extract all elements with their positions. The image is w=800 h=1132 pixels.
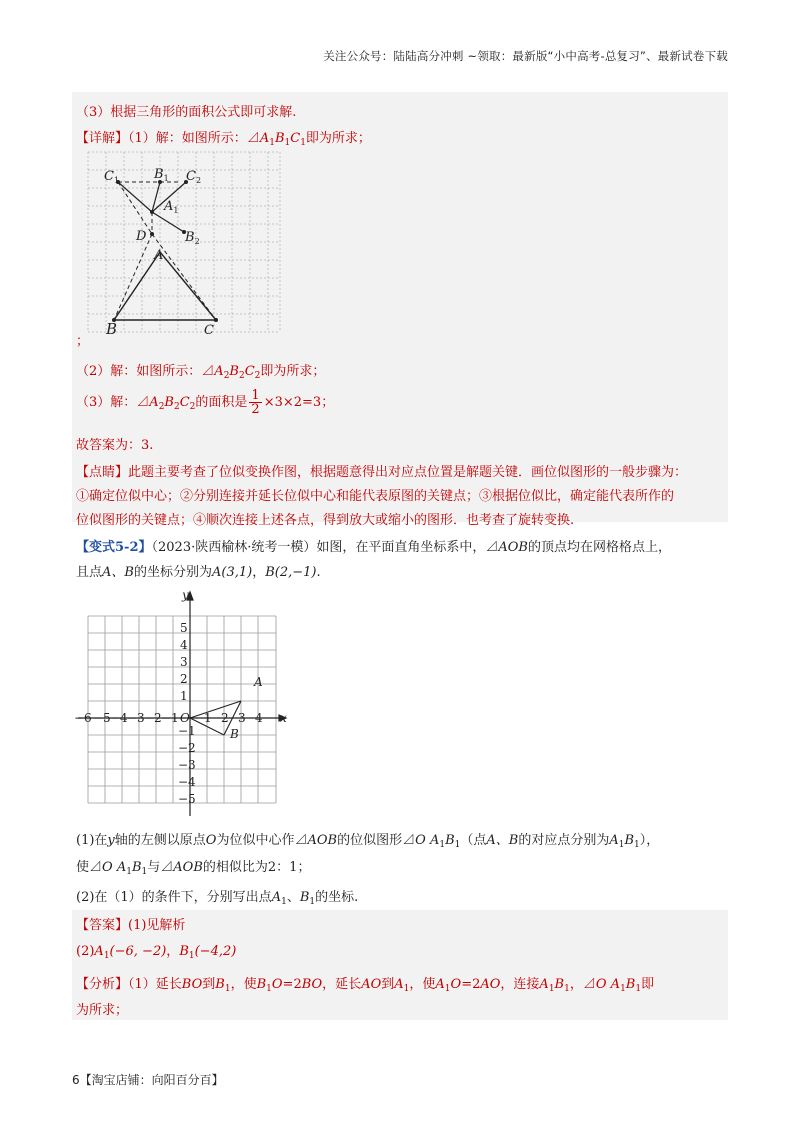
step3-line: （3）解：$⊿A_2B_2C_2$的面积是 $\frac{1}{2}$ ×3×2=3； [76, 388, 335, 417]
fig-semicolon: ； [76, 334, 90, 349]
triangle-a1b1c1: $⊿A_1B_1C_1$ [246, 131, 306, 148]
x-tick: −2 [144, 711, 162, 725]
answer-part-2: $(2)A_1(-6$, −2)，$B_1(-4,2)$ [76, 944, 237, 961]
label-b2: $B_2$ [185, 230, 200, 246]
y-tick: 4 [180, 638, 188, 652]
x-tick: 2 [221, 711, 229, 725]
label-b1: $B_1$ [154, 167, 169, 183]
question-1-line-2: 使⊿O $A_1B_1$与⊿AOB的相似比为2：1； [76, 860, 311, 877]
y-tick: 5 [180, 621, 188, 635]
y-tick: 2 [180, 672, 188, 686]
analysis-line-1: 【分析】（1）延长BO到$B_1$，使$B_1O=2BO$，延长AO到$A_1$，使$A_1O=2AO$，连接$A_1B_1$，⊿O $A_1B_1$即 [76, 977, 655, 994]
x-tick: 4 [255, 711, 263, 725]
y-tick: −4 [178, 775, 196, 789]
page-footer: 6【淘宝店铺：向阳百分百】 [72, 1073, 224, 1087]
detail-text: （1）解：如图所示： [128, 131, 247, 146]
y-tick: −1 [178, 724, 196, 738]
y-tick: −3 [178, 758, 196, 772]
answer-line: 故答案为：3. [76, 438, 154, 453]
x-tick: −6 [74, 711, 92, 725]
label-a1: $A_1$ [164, 199, 179, 215]
problem-line-1: 【变式5-2】（2023·陕西榆林·统考一模）如图，在平面直角坐标系中，⊿AOB的顶点均在网格格点上， [76, 540, 672, 555]
coordinate-grid [74, 588, 302, 818]
point-a-label: A [254, 675, 263, 689]
point-b-label: B [230, 727, 239, 741]
detail-line: 【详解】（1）解：如图所示：$⊿A_1B_1C_1$即为所求； [76, 131, 371, 148]
x-tick: −4 [110, 711, 128, 725]
fraction-half: $\frac{1}{2}$ [251, 388, 260, 417]
comment-line-2: ①确定位似中心；②分别连接并延长位似中心和能代表原图的关键点；③根据位似比，确定能代表所作的 [76, 489, 675, 504]
label-d: D [136, 229, 147, 244]
detail-tag: 【详解】 [76, 131, 129, 146]
comment-line-3: 位似图形的关键点；④顺次连接上述各点，得到放大或缩小的图形．也考查了旋转变换. [76, 513, 575, 528]
problem-tag: 【变式5-2】 [76, 540, 152, 555]
answer-part-1: 【答案】(1)见解析 [76, 918, 186, 933]
y-tick: 3 [180, 655, 188, 669]
x-tick: 1 [204, 711, 212, 725]
x-tick: −5 [93, 711, 111, 725]
question-1-line-1: (1)在y轴的左侧以原点O为位似中心作⊿AOB的位似图形⊿O $A_1B_1$（点A、B的对应点分别为$A_1B_1$）， [76, 833, 660, 850]
label-b: B [106, 320, 118, 338]
x-tick: −3 [127, 711, 145, 725]
y-tick: −5 [178, 792, 196, 806]
page-header: 关注公众号：陆陆高分冲刺 ~领取：最新版“小中高考-总复习”、最新试卷下载 [323, 49, 728, 63]
y-tick: 1 [180, 689, 188, 703]
label-c2: $C_2$ [186, 169, 202, 185]
solution-figure [84, 148, 284, 343]
label-a: A [154, 248, 164, 263]
x-tick: 3 [238, 711, 246, 725]
label-c: C [204, 323, 214, 338]
x-axis-label: x [280, 711, 287, 725]
triangle-a2b2c2: $⊿A_2B_2C_2$ [201, 364, 261, 381]
y-axis-label: y [182, 588, 189, 602]
origin-label: O [180, 711, 190, 725]
step2-line: （2）解：如图所示：$⊿A_2B_2C_2$即为所求； [76, 364, 326, 381]
comment-line-1: 【点睛】此题主要考查了位似变换作图，根据题意得出对应点位置是解题关键．画位似图形的一般步骤为： [76, 465, 688, 480]
y-tick: −2 [178, 741, 196, 755]
question-2-line: (2)在（1）的条件下，分别写出点$A_1$、$B_1$的坐标. [76, 890, 359, 907]
label-c1: $C_1$ [104, 169, 120, 185]
x-tick: −1 [161, 711, 179, 725]
analysis-line-2: 为所求； [76, 1003, 129, 1018]
step3-hint: （3）根据三角形的面积公式即可求解. [76, 105, 297, 120]
problem-line-2: 且点A、B的坐标分别为A(3,1)，B(2,−1). [76, 565, 321, 580]
